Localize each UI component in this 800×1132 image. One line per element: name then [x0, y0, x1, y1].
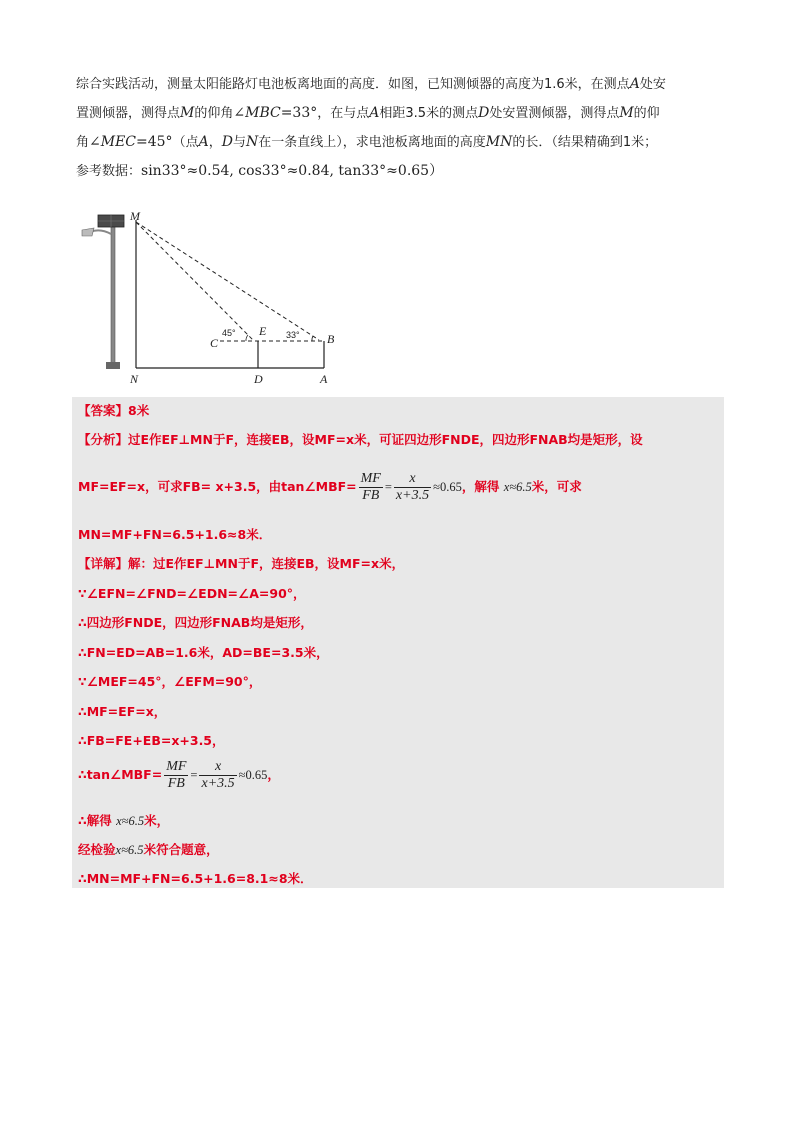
label-N: N	[130, 372, 139, 386]
detail-line-7: ∴FB=FE+EB=x+3.5，	[78, 733, 225, 748]
problem-line-2: 置测倾器，测得点M的仰角∠MBC=33°，在与点A相距3.5米的测点D处安置测倾器，测得点M的仰	[76, 105, 660, 121]
analysis-conclusion-line: MN=MF+FN=6.5+1.6≈8米．	[78, 527, 272, 542]
detail-line-4: ∴FN=ED=AB=1.6米，AD=BE=3.5米，	[78, 645, 329, 660]
detail-line-6: ∴MF=EF=x，	[78, 704, 167, 719]
fraction-x-x35: $\frac{x}{x+3.5}$	[395, 471, 430, 503]
problem-line-4: 参考数据：sin33°≈0.54, cos33°≈0.84, tan33°≈0.65）	[76, 163, 444, 179]
detail-line-2: ∵∠EFN=∠FND=∠EDN=∠A=90°，	[78, 586, 306, 601]
fraction-mf-fb-2: $\frac{MF}{FB}$	[166, 759, 187, 791]
analysis-line: 【分析】过E作EF⊥MN于F，连接EB，设MF=x米，可证四边形FNDE，四边形FNAB均是矩形，设	[78, 432, 643, 447]
label-E: E	[259, 324, 267, 338]
fraction-mf-fb: $\frac{MF}{FB}$	[360, 471, 381, 503]
problem-line-3: 角∠MEC=45°（点A，D与N在一条直线上），求电池板离地面的高度MN的长．（结果精确到1米；	[76, 134, 658, 150]
label-B: B	[327, 332, 335, 346]
sight-line-MB	[136, 222, 319, 340]
detail-line-8: ∴解得 x≈6.5米，	[78, 813, 170, 828]
detail-formula-line: ∴tan∠MBF= $\frac{MF}{FB}$ = $\frac{x}{x+3.5}$ ≈0.65，	[78, 759, 280, 791]
geometry-figure	[70, 212, 350, 392]
answer-box	[72, 397, 724, 888]
fraction-x-x35-2: $\frac{x}{x+3.5}$	[201, 759, 235, 791]
label-D: D	[254, 372, 263, 386]
lamp-head	[82, 228, 94, 236]
sight-line-ME	[136, 222, 253, 340]
lamp-base	[106, 362, 120, 369]
problem-line-1: 综合实践活动，测量太阳能路灯电池板离地面的高度．如图，已知测倾器的高度为1.6米，在测点A处安	[76, 76, 666, 92]
detail-line-1: 【详解】解：过E作EF⊥MN于F，连接EB，设MF=x米，	[78, 556, 405, 571]
answer-line: 【答案】8米	[78, 403, 150, 418]
analysis-formula-line: MF=EF=x，可求FB= x+3.5，由tan∠MBF= $\frac{MF}{FB}$ = $\frac{x}{x+3.5}$ ≈0.65，解得 x≈6.5米，可求	[78, 471, 582, 503]
label-A: A	[320, 372, 328, 386]
label-M: M	[130, 212, 140, 223]
detail-line-5: ∵∠MEF=45°，∠EFM=90°，	[78, 674, 262, 689]
label-C: C	[210, 336, 219, 350]
detail-line-9: 经检验x≈6.5米符合题意，	[78, 842, 219, 857]
label-angle-45: 45°	[222, 328, 236, 338]
detail-line-10: ∴MN=MF+FN=6.5+1.6=8.1≈8米．	[78, 871, 313, 886]
lamp-pole	[111, 222, 115, 367]
label-angle-33: 33°	[286, 330, 300, 340]
detail-line-3: ∴四边形FNDE，四边形FNAB均是矩形，	[78, 615, 313, 630]
problem-text	[76, 70, 726, 186]
